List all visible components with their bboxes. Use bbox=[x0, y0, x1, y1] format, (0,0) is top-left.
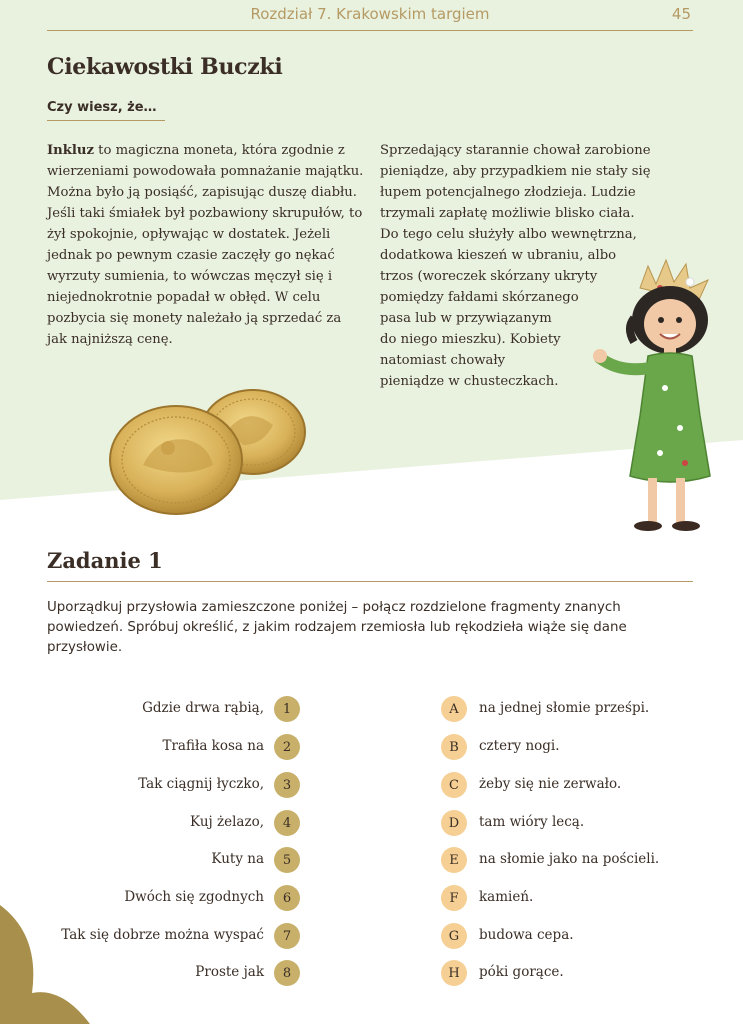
proverb-end-c bbox=[441, 772, 741, 798]
proverb-end-text: na słomie jako na pościeli. bbox=[479, 851, 660, 867]
proverb-end-f bbox=[441, 885, 741, 911]
letter-badge: C bbox=[441, 772, 467, 798]
number-badge: 5 bbox=[274, 847, 300, 873]
proverb-end-text: tam wióry lecą. bbox=[479, 814, 585, 830]
proverb-start-text: Proste jak bbox=[195, 964, 264, 980]
right-paragraph-line: trzymali zapłatę możliwie blisko ciała. bbox=[380, 206, 635, 221]
running-header bbox=[47, 5, 693, 31]
chapter-title: Rozdział 7. Krakowskim targiem bbox=[250, 5, 490, 23]
corner-decoration bbox=[0, 905, 90, 1024]
proverb-start-text: Gdzie drwa rąbią, bbox=[142, 700, 264, 716]
proverb-end-b bbox=[441, 734, 741, 760]
right-paragraph-line: pomiędzy fałdami skórzanego bbox=[380, 290, 579, 305]
right-paragraph-line: pieniądze, aby przypadkiem nie stały się bbox=[380, 164, 651, 179]
proverb-end-text: na jednej słomie prześpi. bbox=[479, 700, 650, 716]
right-paragraph-line: łupem potencjalnego złodzieja. Ludzie bbox=[380, 185, 636, 200]
letter-badge: B bbox=[441, 734, 467, 760]
number-badge: 4 bbox=[274, 810, 300, 836]
letter-badge: A bbox=[441, 696, 467, 722]
right-paragraph-line: pieniądze w chusteczkach. bbox=[380, 374, 559, 389]
page-number: 45 bbox=[671, 5, 691, 23]
proverb-end-d bbox=[441, 810, 741, 836]
proverb-start-3 bbox=[40, 772, 302, 798]
letter-badge: D bbox=[441, 810, 467, 836]
proverb-start-text: Kuty na bbox=[211, 851, 264, 867]
right-paragraph-line: Do tego celu służyły albo wewnętrzna, bbox=[380, 227, 637, 242]
number-badge: 3 bbox=[274, 772, 300, 798]
letter-badge: F bbox=[441, 885, 467, 911]
proverb-start-5 bbox=[40, 847, 302, 873]
number-badge: 8 bbox=[274, 960, 300, 986]
letter-badge: E bbox=[441, 847, 467, 873]
number-badge: 7 bbox=[274, 923, 300, 949]
number-badge: 2 bbox=[274, 734, 300, 760]
left-paragraph-text: to magiczna moneta, która zgodnie z wierzeniami powodowała pomnażanie majątku. Można było ją posiąść, zapisując duszę diabłu. Jeśli taki śmiałek był pozbawiony skrupułów, to żył spokojnie, opływając w dostatek. Jeżeli jednak po pewnym czasie zaczęły go nękać wyrzuty sumienia, to wówczas męczył się i niejednokrotnie popadał w obłęd. W celu pozbycia się monety należało ją sprzedać za jak najniższą cenę. bbox=[47, 143, 364, 347]
proverb-start-1 bbox=[40, 696, 302, 722]
proverb-start-text: Tak się dobrze można wyspać bbox=[61, 927, 264, 943]
term-inkluz: Inkluz bbox=[47, 143, 94, 158]
right-paragraph-line: natomiast chowały bbox=[380, 353, 506, 368]
proverb-end-text: póki gorące. bbox=[479, 964, 564, 980]
proverb-end-text: żeby się nie zerwało. bbox=[479, 776, 622, 792]
proverb-start-text: Dwóch się zgodnych bbox=[124, 889, 264, 905]
letter-badge: G bbox=[441, 923, 467, 949]
right-paragraph-line: do niego mieszku). Kobiety bbox=[380, 332, 561, 347]
proverb-start-text: Kuj żelazo, bbox=[190, 814, 264, 830]
section-title: Ciekawostki Buczki bbox=[47, 54, 283, 80]
task-instruction: Uporządkuj przysłowia zamieszczone poniżej – połącz rozdzielone fragmenty znanych powiedzeń. Spróbuj określić, z jakim rodzajem rzemiosła lub rękodzieła wiąże się dane przysłowie. bbox=[47, 600, 627, 655]
buczka-character-illustration bbox=[590, 258, 730, 543]
proverb-end-text: kamień. bbox=[479, 889, 534, 905]
proverb-end-a bbox=[441, 696, 741, 722]
right-paragraph-line: trzos (woreczek skórzany ukryty bbox=[380, 269, 598, 284]
task-title: Zadanie 1 bbox=[47, 548, 163, 573]
proverb-start-text: Trafiła kosa na bbox=[162, 738, 264, 754]
letter-badge: H bbox=[441, 960, 467, 986]
subtitle-underline bbox=[47, 100, 165, 121]
right-paragraph-line: Sprzedający starannie chował zarobione bbox=[380, 143, 651, 158]
proverb-end-e bbox=[441, 847, 741, 873]
task-divider bbox=[47, 581, 693, 582]
right-paragraph-line: dodatkowa kieszeń w ubraniu, albo bbox=[380, 248, 617, 263]
left-paragraph bbox=[47, 140, 365, 350]
proverb-start-text: Tak ciągnij łyczko, bbox=[138, 776, 264, 792]
proverb-start-2 bbox=[40, 734, 302, 760]
gold-coins-illustration bbox=[108, 380, 313, 520]
right-paragraph-line: pasa lub w przywiązanym bbox=[380, 311, 552, 326]
proverb-end-text: budowa cepa. bbox=[479, 927, 574, 943]
number-badge: 1 bbox=[274, 696, 300, 722]
proverb-end-h bbox=[441, 960, 741, 986]
proverb-end-text: cztery nogi. bbox=[479, 738, 560, 754]
number-badge: 6 bbox=[274, 885, 300, 911]
section-subtitle: Czy wiesz, że… bbox=[47, 100, 157, 115]
proverb-end-g bbox=[441, 923, 741, 949]
proverb-start-4 bbox=[40, 810, 302, 836]
